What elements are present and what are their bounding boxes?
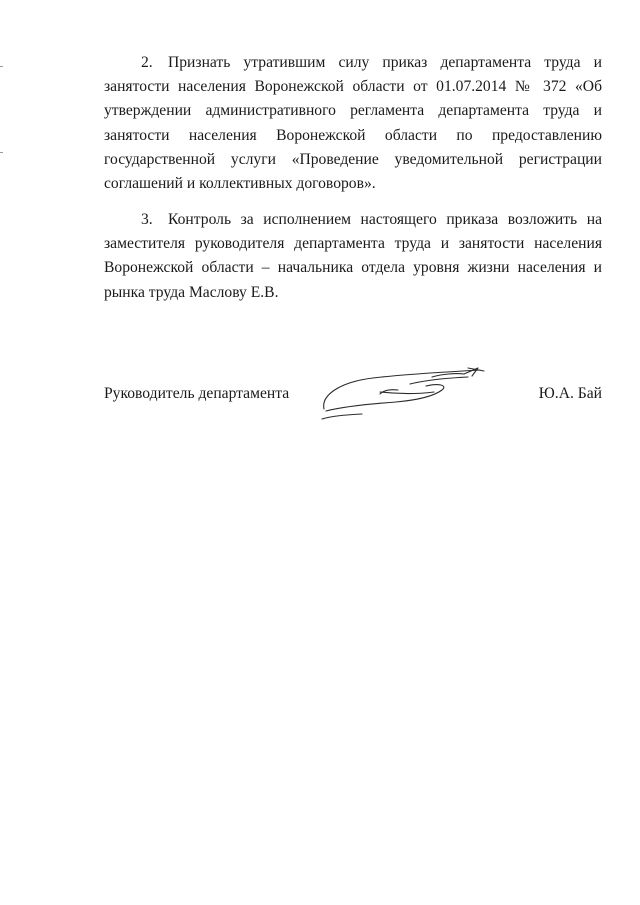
- signer-name: Ю.А. Бай: [538, 385, 602, 402]
- scan-margin-mark: [0, 66, 3, 67]
- paragraph-2: [104, 51, 602, 196]
- scan-margin-mark: [0, 152, 3, 153]
- paragraph-2-number: 2.: [141, 54, 153, 71]
- paragraph-2-text: Признать утратившим силу приказ департамента труда и занятости населения Воронежской области от 01.07.2014 № 372 «Об утверждении административного регламента департамента труда и занятости населения Воронежской области по предоставлению государственной услуги «Проведение уведомительной регистрации соглашений и коллективных договоров».: [104, 54, 602, 193]
- signer-position: Руководитель департамента: [104, 385, 290, 402]
- paragraph-3-number: 3.: [141, 211, 153, 228]
- paragraph-3-text: Контроль за исполнением настоящего приказа возложить на заместителя руководителя департамента труда и занятости населения Воронежской области – начальника отдела уровня жизни населения и рынка труда Маслову Е.В.: [104, 211, 602, 301]
- handwritten-signature-icon: [318, 362, 493, 422]
- paragraph-3: [104, 208, 602, 305]
